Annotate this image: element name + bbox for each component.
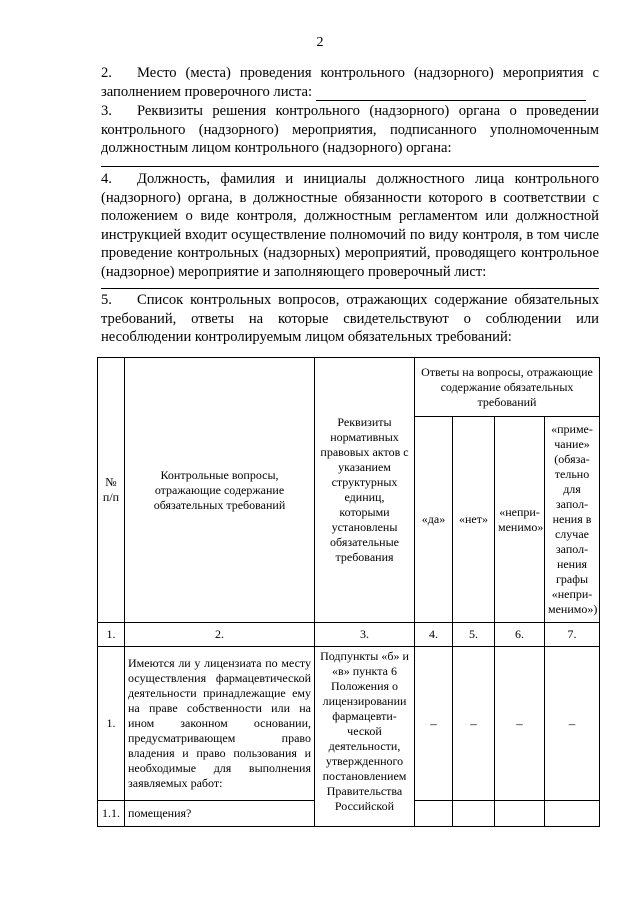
row-yes	[415, 801, 453, 827]
page-number: 2	[316, 35, 324, 50]
item-3-number: 3.	[101, 103, 112, 119]
fill-line-place	[316, 85, 586, 101]
table-row	[98, 647, 600, 801]
col-number: 5.	[453, 623, 495, 647]
item-5-text: Список контрольных вопросов, отражающих содержание обязательных требований, ответы на которые свидетельствуют о соблюдении или несоблюдении контролируемым лицом обязательных требований:	[101, 292, 599, 345]
row-na	[495, 801, 545, 827]
fill-line-decision	[101, 166, 599, 167]
item-4-number: 4.	[101, 171, 112, 187]
row-num: 1.1.	[98, 801, 125, 827]
header-requisites: Реквизиты нормативных правовых актов с указанием структурных единиц, которыми установлены обязательные требования	[315, 358, 415, 623]
row-note	[545, 801, 600, 827]
row-note: –	[545, 647, 600, 801]
item-4-text: Должность, фамилия и инициалы должностного лица контрольного (надзорного) органа, в должностные обязанности которого в соответствии с положением о виде контроля, должностным регламентом или должностной инструкцией входит осуществление полномочий по виду контроля, в том числе проведение контрольных (надзорных) мероприятий, проводящего контрольное (надзорное) мероприятие и заполняющего проверочный лист:	[101, 171, 599, 280]
header-answers-group: Ответы на вопросы, отражающие содержание обязательных требований	[415, 358, 600, 417]
item-3-text: Реквизиты решения контрольного (надзорного) органа о проведении контрольного (надзорного) мероприятия, подписанного уполномоченным должностным лицом контрольного (надзорного) органа:	[101, 103, 599, 156]
item-5	[101, 291, 599, 347]
item-4	[101, 170, 599, 281]
column-numbers-row	[98, 623, 600, 647]
row-question: помещения?	[125, 801, 315, 827]
header-num: № п/п	[98, 358, 125, 623]
header-question: Контрольные вопросы, отражающие содержание обязательных требований	[125, 358, 315, 623]
header-yes: «да»	[415, 417, 453, 623]
item-3	[101, 102, 599, 158]
header-na: «непри-менимо»	[495, 417, 545, 623]
row-requisites: Подпункты «б» и «в» пункта 6 Положения о лицензировании фармацевти-ческой деятельности, утвержденного постановлением Правительства Российской	[315, 647, 415, 827]
item-2-number: 2.	[101, 65, 112, 81]
col-number: 6.	[495, 623, 545, 647]
row-num: 1.	[98, 647, 125, 801]
row-question: Имеются ли у лицензиата по месту осуществления фармацевтической деятельности принадлежащие ему на праве собственности или на ином законном основании, предусматривающем право владения и право пользования и необходимые для выполнения заявляемых работ:	[125, 647, 315, 801]
item-2-text: Место (места) проведения контрольного (надзорного) мероприятия с заполнением проверочного листа:	[101, 65, 599, 100]
header-note: «приме-чание» (обяза-тельно для запол-нения в случае запол-нения графы «непри-менимо»)	[545, 417, 600, 623]
item-5-number: 5.	[101, 292, 112, 308]
header-row-1	[98, 358, 600, 417]
col-number: 2.	[125, 623, 315, 647]
item-2	[101, 64, 599, 101]
col-number: 7.	[545, 623, 600, 647]
header-no: «нет»	[453, 417, 495, 623]
row-no	[453, 801, 495, 827]
row-yes: –	[415, 647, 453, 801]
col-number: 4.	[415, 623, 453, 647]
row-na: –	[495, 647, 545, 801]
col-number: 3.	[315, 623, 415, 647]
fill-line-official	[101, 288, 599, 289]
col-number: 1.	[98, 623, 125, 647]
checklist-table	[97, 357, 600, 827]
row-no: –	[453, 647, 495, 801]
